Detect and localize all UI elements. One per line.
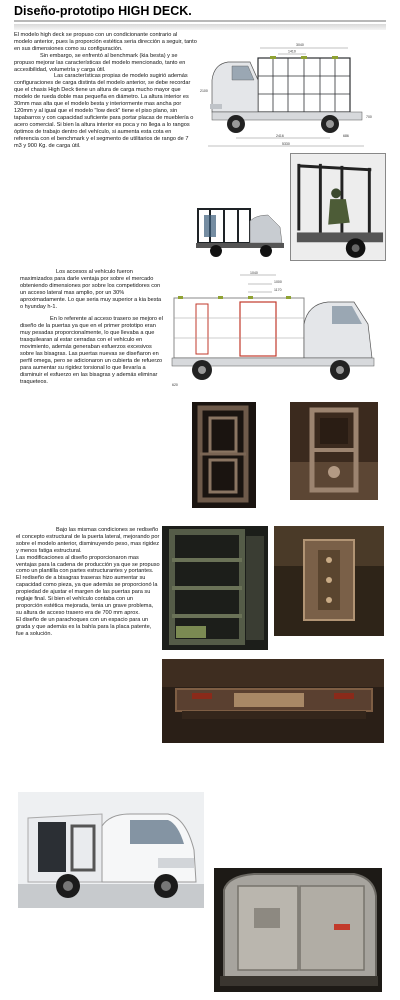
paragraph: Las modificaciones al diseño proporcionaron mas ventajas para la cadena de producción ya que se propuso como un plantilla con partes estructurantes y portantes. [16, 554, 160, 575]
page-title: Diseño-prototipo HIGH DECK. [14, 4, 386, 22]
section3-text [16, 527, 160, 638]
section2-text [20, 269, 164, 386]
photo-door-frame-1 [192, 402, 256, 508]
dim-label: 1410 [288, 49, 296, 54]
photo-person-in-cargo [290, 153, 386, 261]
paragraph: El diseño de un parachoques con un espacio para un grada y que además es la bahía para la placa patente, fue a solución. [16, 616, 152, 637]
photo-rear-bumper [162, 659, 384, 743]
dim-label: 700 [366, 115, 372, 119]
dim-label: 2416 [276, 134, 284, 138]
dim-label: 686 [343, 134, 349, 138]
section1-text [14, 32, 197, 149]
photo-side-door-structure [162, 526, 268, 650]
paragraph: Bajo las mismas condiciones se rediseño el concepto estructural de la puerta lateral, mejorando por sobre el modelo anterior, disminuyendo peso, mas rigidez y menos fatiga estructural. [16, 527, 160, 554]
truck-side-drawing-1 [198, 40, 388, 152]
dim-label: 620 [172, 383, 178, 387]
paragraph: El rediseño de a bisagras traseras hizo aumentar su capacidad como pieza, ya que además se proporcionó la propiedad de ajustar el margen de las puertas para su reglaje final. Si bien el vehículo contaba con un proporción estética mejorada, tenia un grave problema, su altura de acceso trasero era de 700 mm aprox. [16, 575, 158, 616]
photo-rear-hinge [274, 526, 384, 636]
dim-label: 2100 [200, 89, 208, 93]
truck-side-drawing-2 [168, 268, 382, 390]
paragraph: Los accesos al vehículo fueron maximizados para darle ventaja por sobre el mercado obteniendo dimensiones por sobre los competidores con un acceso lateral mas amplio, por un 30% aproximadamente. Lo que seria muy superior a kia besta o hyunday h-1. [20, 269, 162, 310]
dim-label: 1040 [250, 271, 258, 275]
dim-label: 3040 [296, 43, 304, 47]
dim-label: 1000 [274, 280, 282, 284]
title-rule [14, 24, 386, 30]
paragraph: Sin embargo, se enfrentó al benchmark (kia besta) y se propuso mejorar las características del modelo mencionado, tanto en accesibilidad, volumetría y carga útil. [14, 52, 186, 73]
photo-truck-cage-render [196, 203, 284, 259]
photo-truck-open-doors [18, 792, 204, 908]
paragraph: En lo referente al acceso trasero se mejoro el diseño de la puertas ya que en el primer prototipo eran muy pesadas proporcionalmente, lo que llevaba a que trasquilearan al estar cerradas con el vehículo en movimiento, además generaban esfuerzos excesivos sobre las bisagras. Las puertas nuevas se diseñaron en perfil omega, pero se adicionaron un cubierta de refuerzo para aumentar su rigidez torsional lo que llevaría a disminuir el esfuerzo en las bisagras y además eliminar traqueteos. [20, 316, 163, 385]
photo-door-frame-2 [290, 402, 378, 500]
photo-van-rear [214, 868, 382, 992]
paragraph: El modelo high deck se propuso con un condicionante contrario al modelo anterior, pues la proporción estética seria dirección a seguir, tanto en sus dimensiones como su configuración. [14, 32, 197, 52]
dim-label: 5330 [282, 142, 290, 146]
dim-label: 1170 [274, 288, 282, 292]
paragraph: Las características propias de modelo sugirió además configuraciones de carga distinta del modelo anterior, se debe recordar que el chasis High Deck tiene un altura de carga mucho mayor que modelo de rueda doble mas pequeña en diámetro. La altura interior es 30mm mas alta que el modelo besta y interiormente mas ancha por 120mm y al igual que el modelo "low deck" tiene el piso plano, sin tapabarros y con capacidad suficiente para portar placas de mueblería o acero comercial. Si bien la altura interior es poca y no llega a lo rangos óptimos de trabajo dentro del vehículo, si aumenta esta cota en referencia con el benchmark y el segmento de utilitarios de rango de 7 m3 y 900 Kg. de carga útil. [14, 73, 194, 149]
